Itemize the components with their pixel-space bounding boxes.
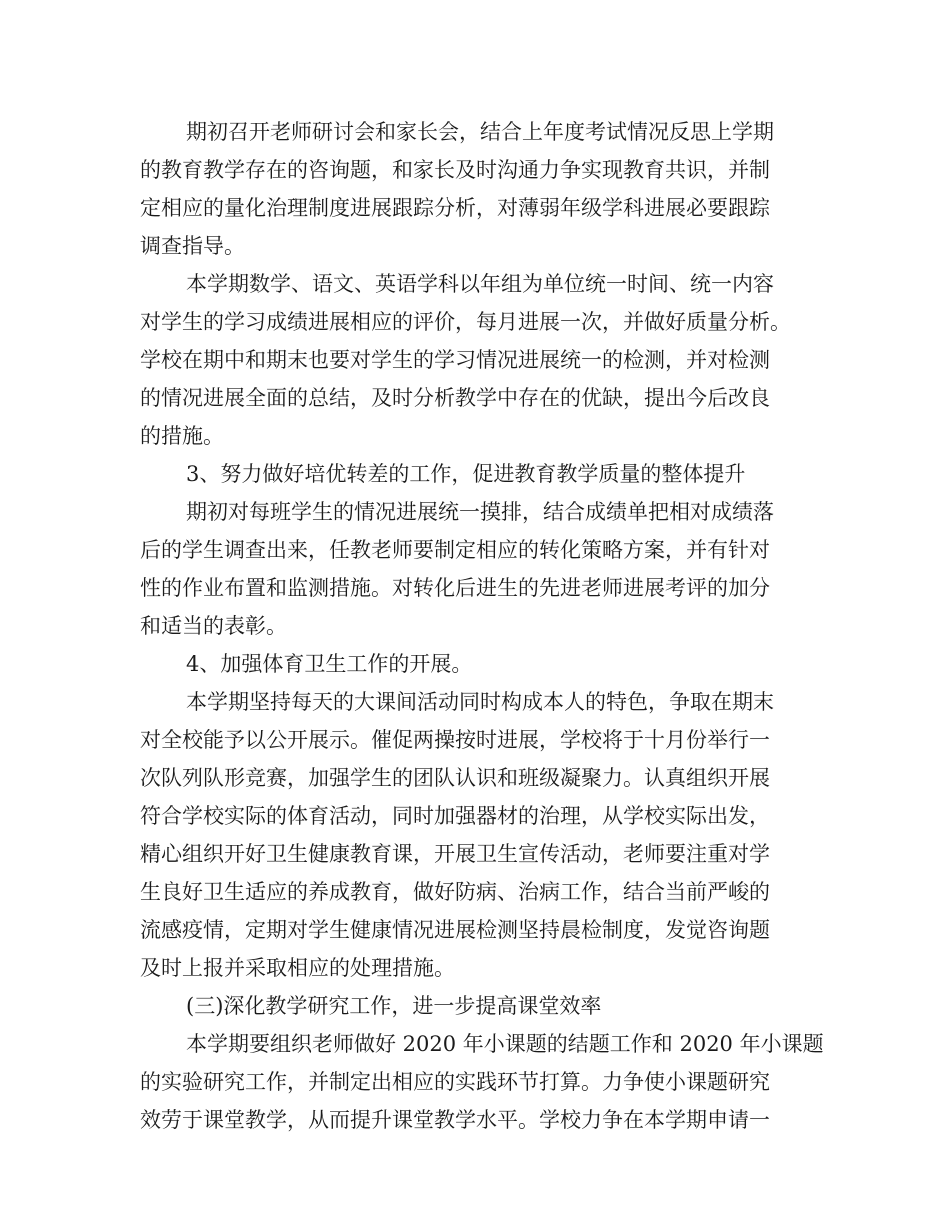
text-line: 和适当的表彰。 [140,614,287,638]
text-line: 流感疫情，定期对学生健康情况进展检测坚持晨检制度，发觉咨询题 [140,918,770,942]
section-heading: (三)深化教学研究工作，进一步提高课堂效率 [186,994,602,1018]
text-line: 期初召开老师研讨会和家长会，结合上年度考试情况反思上学期 [186,120,774,144]
section-heading: 3、努力做好培优转差的工作，促进教育教学质量的整体提升 [186,462,746,486]
text-line: 本学期数学、语文、英语学科以年组为单位统一时间、统一内容 [186,272,774,296]
text-line: 期初对每班学生的情况进展统一摸排，结合成绩单把相对成绩落 [186,500,774,524]
text-line: 性的作业布置和监测措施。对转化后进生的先进老师进展考评的加分 [140,576,770,600]
text-line: 本学期要组织老师做好 2020 年小课题的结题工作和 2020 年小课题 [186,1032,824,1056]
text-line: 的教育教学存在的咨询题，和家长及时沟通力争实现教育共识，并制 [140,158,770,182]
text-line: 次队列队形竞赛，加强学生的团队认识和班级凝聚力。认真组织开展 [140,766,770,790]
text-line: 对学生的学习成绩进展相应的评价，每月进展一次，并做好质量分析。 [140,310,791,334]
text-line: 定相应的量化治理制度进展跟踪分析，对薄弱年级学科进展必要跟踪 [140,196,770,220]
section-heading: 4、加强体育卫生工作的开展。 [186,652,473,676]
text-line: 后的学生调查出来，任教老师要制定相应的转化策略方案，并有针对 [140,538,770,562]
text-line: 的情况进展全面的总结，及时分析教学中存在的优缺，提出今后改良 [140,386,770,410]
text-line: 符合学校实际的体育活动，同时加强器材的治理，从学校实际出发， [140,804,770,828]
text-line: 及时上报并采取相应的处理措施。 [140,956,455,980]
text-line: 效劳于课堂教学，从而提升课堂教学水平。学校力争在本学期申请一 [140,1108,770,1132]
text-line: 的措施。 [140,424,224,448]
text-line: 生良好卫生适应的养成教育，做好防病、治病工作，结合当前严峻的 [140,880,770,904]
document-body [140,113,824,1139]
text-line: 对全校能予以公开展示。催促两操按时进展，学校将于十月份举行一 [140,728,770,752]
text-line: 本学期坚持每天的大课间活动同时构成本人的特色，争取在期末 [186,690,774,714]
text-line: 学校在期中和期末也要对学生的学习情况进展统一的检测，并对检测 [140,348,770,372]
text-line: 调查指导。 [140,234,245,258]
text-line: 的实验研究工作，并制定出相应的实践环节打算。力争使小课题研究 [140,1070,770,1094]
text-line: 精心组织开好卫生健康教育课，开展卫生宣传活动，老师要注重对学 [140,842,770,866]
